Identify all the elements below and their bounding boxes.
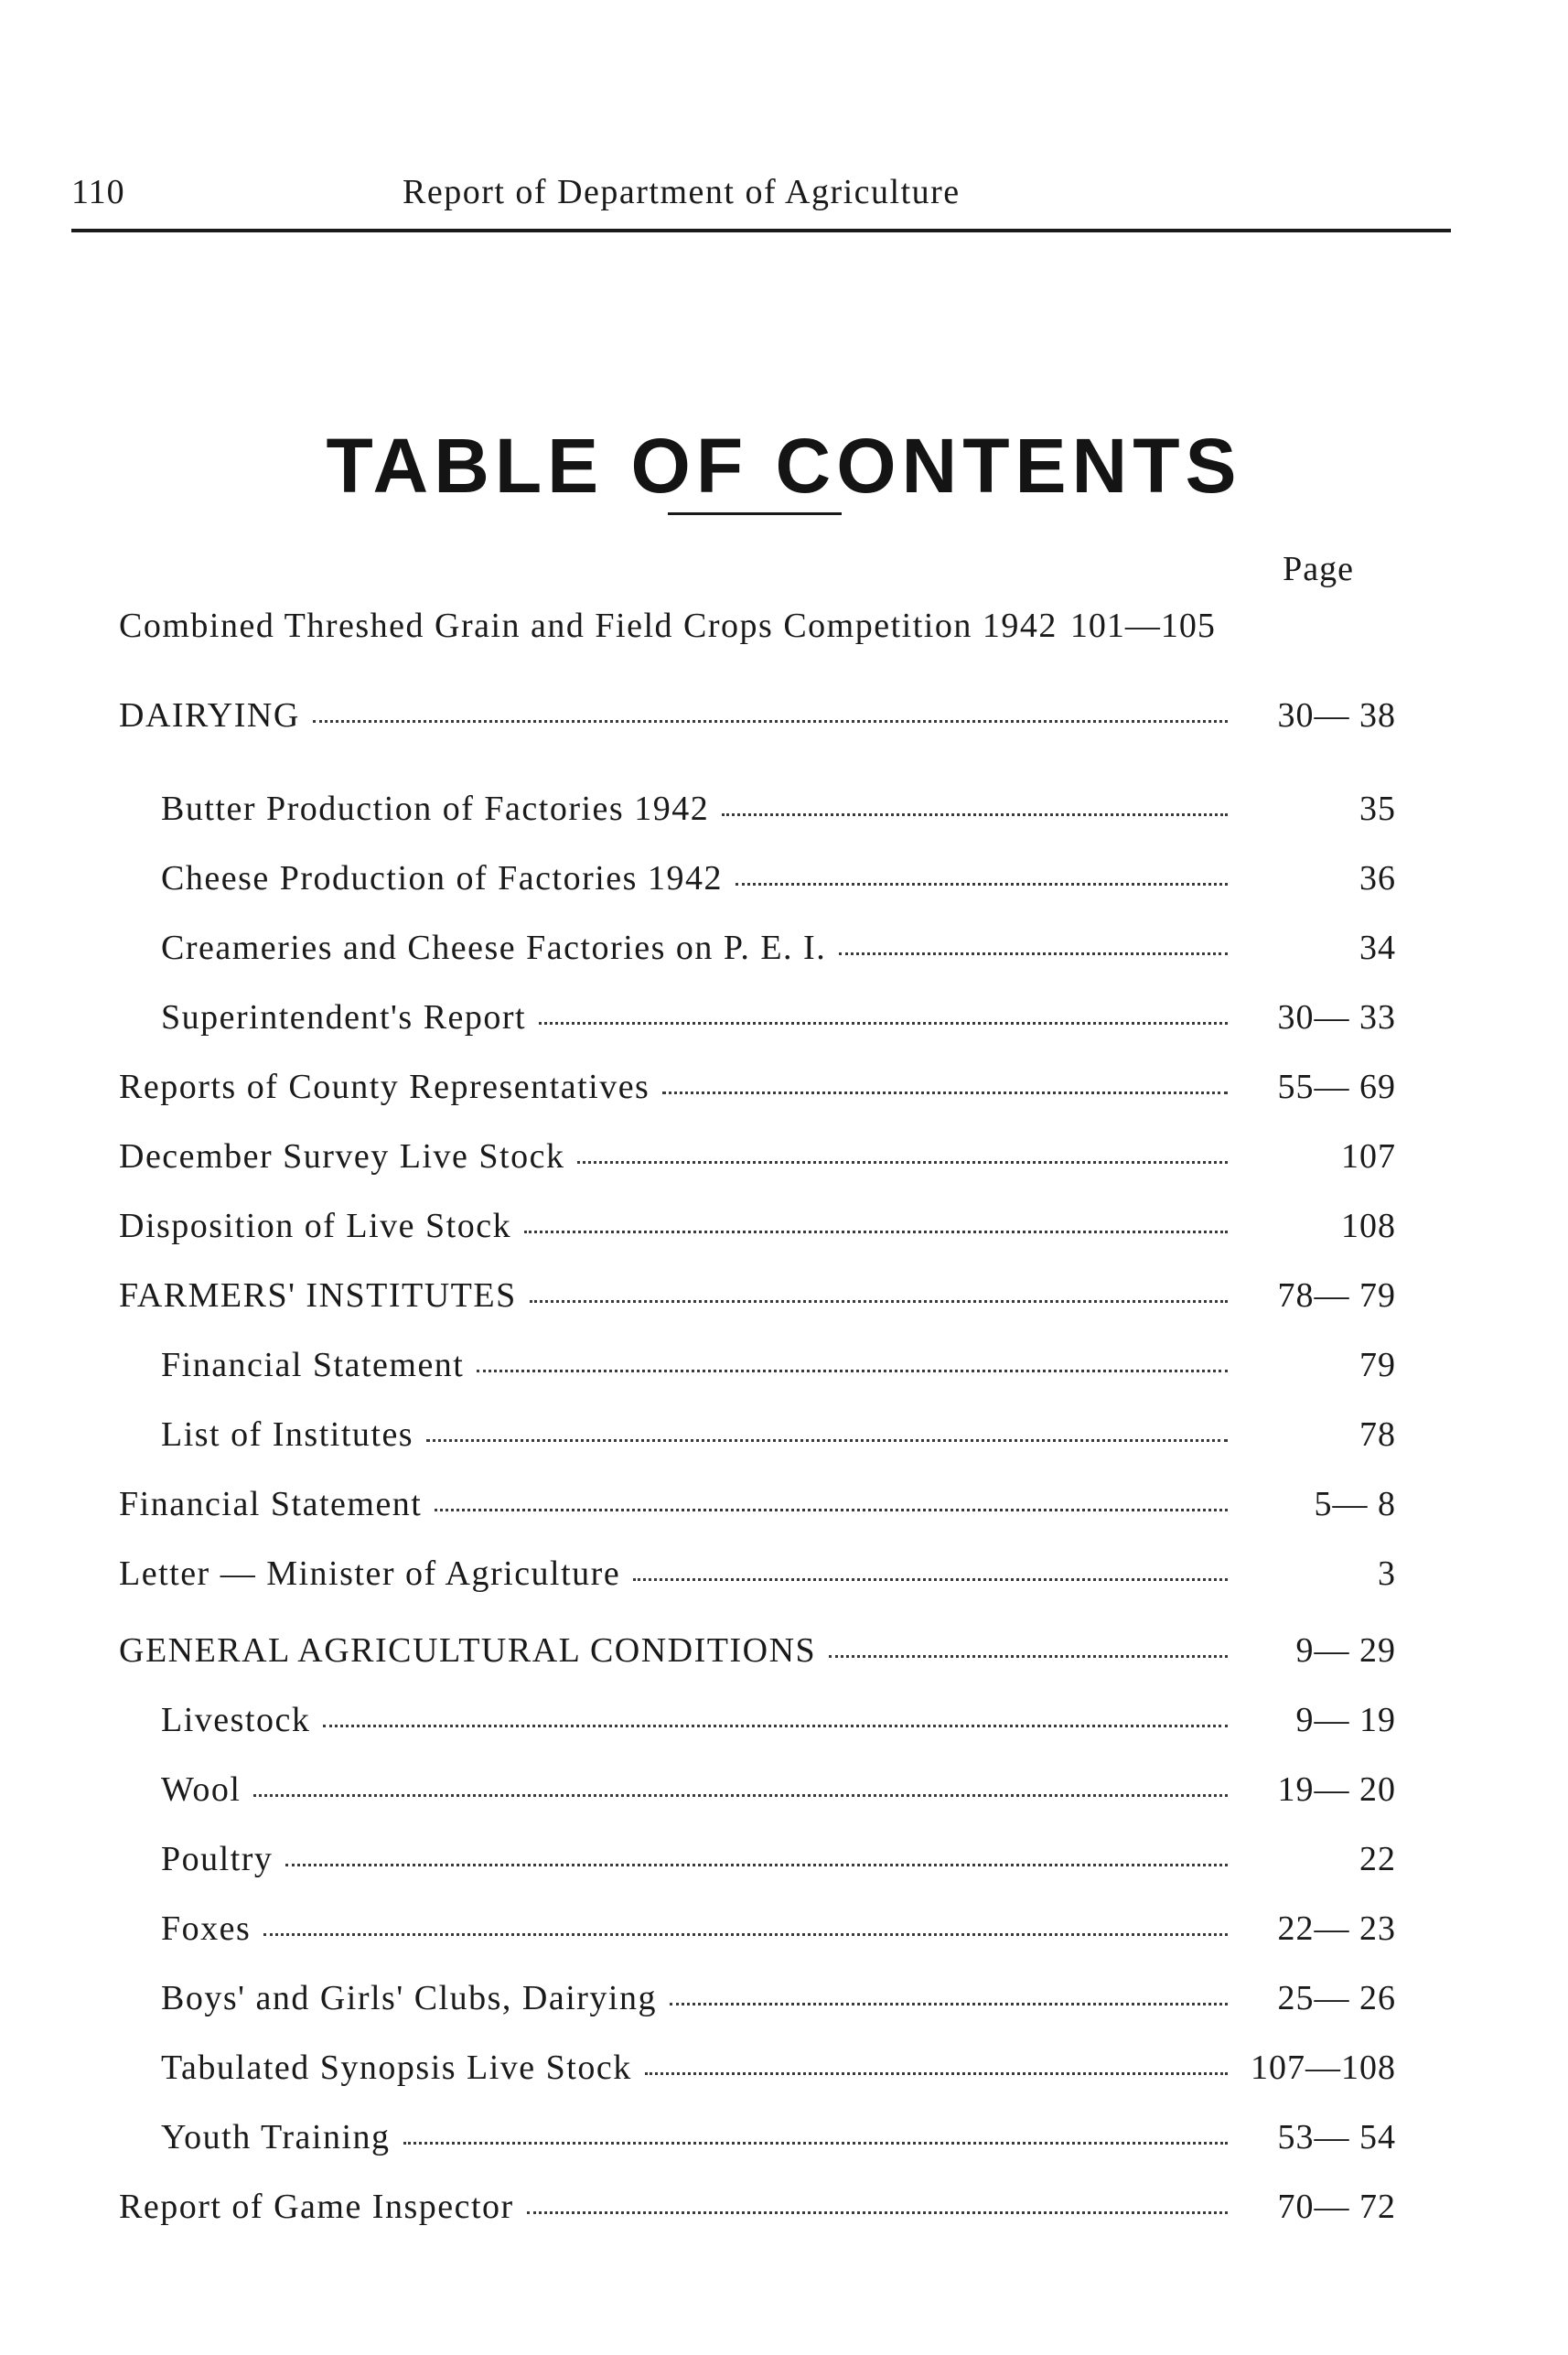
toc-entry-page: 30— 38: [1277, 696, 1396, 735]
toc-entry-label: Youth Training: [161, 2118, 391, 2156]
toc-entry-label: Financial Statement: [119, 1485, 423, 1523]
running-title: Report of Department of Agriculture: [403, 173, 961, 211]
dot-leader: [313, 720, 1228, 723]
toc-entry: [161, 789, 1396, 844]
toc-entry-page: 9— 29: [1295, 1631, 1396, 1670]
toc-entry-page: 78: [1359, 1415, 1396, 1454]
toc-entry-label: GENERAL AGRICULTURAL CONDITIONS: [119, 1631, 817, 1670]
toc-entry-page: 79: [1359, 1346, 1396, 1384]
toc-entry-label: Wool: [161, 1770, 242, 1809]
toc-entry-page: 3: [1378, 1554, 1396, 1593]
toc-entry-page: 25— 26: [1277, 1979, 1396, 2017]
toc-entry: [161, 1978, 1396, 2033]
toc-entry: [161, 1345, 1396, 1400]
toc-entry-page: 22— 23: [1277, 1909, 1396, 1948]
toc-entry-page: 5— 8: [1314, 1485, 1396, 1523]
toc-entry: [161, 1700, 1396, 1755]
toc-entry-label: Financial Statement: [161, 1346, 465, 1384]
toc-entry-page: 30— 33: [1277, 998, 1396, 1037]
dot-leader: [736, 883, 1228, 886]
toc-entry-page: 101—105: [1069, 607, 1216, 645]
toc-entry-label: Letter — Minister of Agriculture: [119, 1554, 621, 1593]
toc-entry: [119, 606, 1396, 661]
toc-entry-label: Creameries and Cheese Factories on P. E. I.: [161, 929, 827, 967]
dot-leader: [477, 1370, 1228, 1372]
toc-entry-label: FARMERS' INSTITUTES: [119, 1276, 517, 1315]
dot-leader: [839, 952, 1228, 955]
dot-leader: [285, 1864, 1228, 1866]
toc-entry-label: Livestock: [161, 1701, 311, 1739]
toc-entry-page: 70— 72: [1277, 2188, 1396, 2226]
toc-entry-label: Boys' and Girls' Clubs, Dairying: [161, 1979, 657, 2017]
dot-leader: [645, 2072, 1228, 2075]
page-title: TABLE OF CONTENTS: [326, 423, 1242, 510]
toc-entry-page: 108: [1341, 1207, 1396, 1245]
toc-entry: [119, 695, 1396, 750]
dot-leader: [670, 2003, 1228, 2006]
dot-leader: [722, 813, 1228, 816]
dot-leader: [524, 1231, 1228, 1233]
toc-entry: [161, 1839, 1396, 1894]
toc-entry-page: 53— 54: [1277, 2118, 1396, 2156]
dot-leader: [633, 1578, 1228, 1581]
toc-entry-label: List of Institutes: [161, 1415, 414, 1454]
toc-entry: [119, 1554, 1396, 1608]
toc-entry-label: Butter Production of Factories 1942: [161, 790, 710, 828]
toc-entry: [119, 1206, 1396, 1261]
dot-leader: [426, 1439, 1228, 1442]
dot-leader: [577, 1161, 1228, 1164]
toc-entry-page: 22: [1359, 1840, 1396, 1878]
toc-entry: [119, 1136, 1396, 1191]
toc-entry-page: 19— 20: [1277, 1770, 1396, 1809]
toc-entry: [161, 2117, 1396, 2172]
toc-entry: [161, 997, 1396, 1052]
toc-entry-label: Tabulated Synopsis Live Stock: [161, 2049, 632, 2087]
toc-entry-label: Superintendent's Report: [161, 998, 527, 1037]
page-column-label: Page: [1283, 550, 1354, 588]
toc-entry-label: Cheese Production of Factories 1942: [161, 859, 723, 898]
toc-entry: [119, 1484, 1396, 1539]
dot-leader: [403, 2142, 1228, 2145]
dot-leader: [323, 1725, 1228, 1727]
toc-entry: [161, 1769, 1396, 1824]
dot-leader: [662, 1091, 1228, 1094]
toc-entry-label: Reports of County Representatives: [119, 1068, 650, 1106]
toc-entry: [119, 1067, 1396, 1122]
toc-entry-label: Poultry: [161, 1840, 274, 1878]
toc-entry-page: 34: [1359, 929, 1396, 967]
toc-entry-label: Foxes: [161, 1909, 252, 1948]
toc-entry-label: DAIRYING: [119, 696, 300, 735]
toc-entry-page: 78— 79: [1277, 1276, 1396, 1315]
toc-entry-page: 55— 69: [1277, 1068, 1396, 1106]
running-header: [71, 172, 1451, 232]
title-divider: [668, 512, 842, 515]
toc-entry: [161, 1909, 1396, 1963]
dot-leader: [829, 1655, 1228, 1658]
toc-entry: [161, 858, 1396, 913]
dot-leader: [539, 1022, 1228, 1025]
toc-entry-label: Disposition of Live Stock: [119, 1207, 512, 1245]
toc-entry: [119, 2187, 1396, 2242]
toc-entry-page: 36: [1359, 859, 1396, 898]
dot-leader: [527, 2211, 1228, 2214]
toc-entry: [161, 1414, 1396, 1469]
toc-entry-page: 9— 19: [1295, 1701, 1396, 1739]
page-number: 110: [71, 173, 125, 211]
dot-leader: [435, 1509, 1228, 1511]
toc-entry-label: December Survey Live Stock: [119, 1137, 565, 1176]
toc-entry: [161, 2048, 1396, 2102]
dot-leader: [530, 1300, 1228, 1303]
dot-leader: [253, 1794, 1228, 1797]
toc-entry-page: 107: [1341, 1137, 1396, 1176]
dot-leader: [263, 1933, 1228, 1936]
toc-entry-label: Report of Game Inspector: [119, 2188, 514, 2226]
toc-entry-page: 107—108: [1251, 2049, 1396, 2087]
toc-entry-page: 35: [1359, 790, 1396, 828]
toc-entry: [119, 1275, 1396, 1330]
toc-entry: [119, 1630, 1396, 1685]
toc-entry-label: Combined Threshed Grain and Field Crops Competition 1942: [119, 607, 1058, 645]
toc-entry: [161, 928, 1396, 983]
